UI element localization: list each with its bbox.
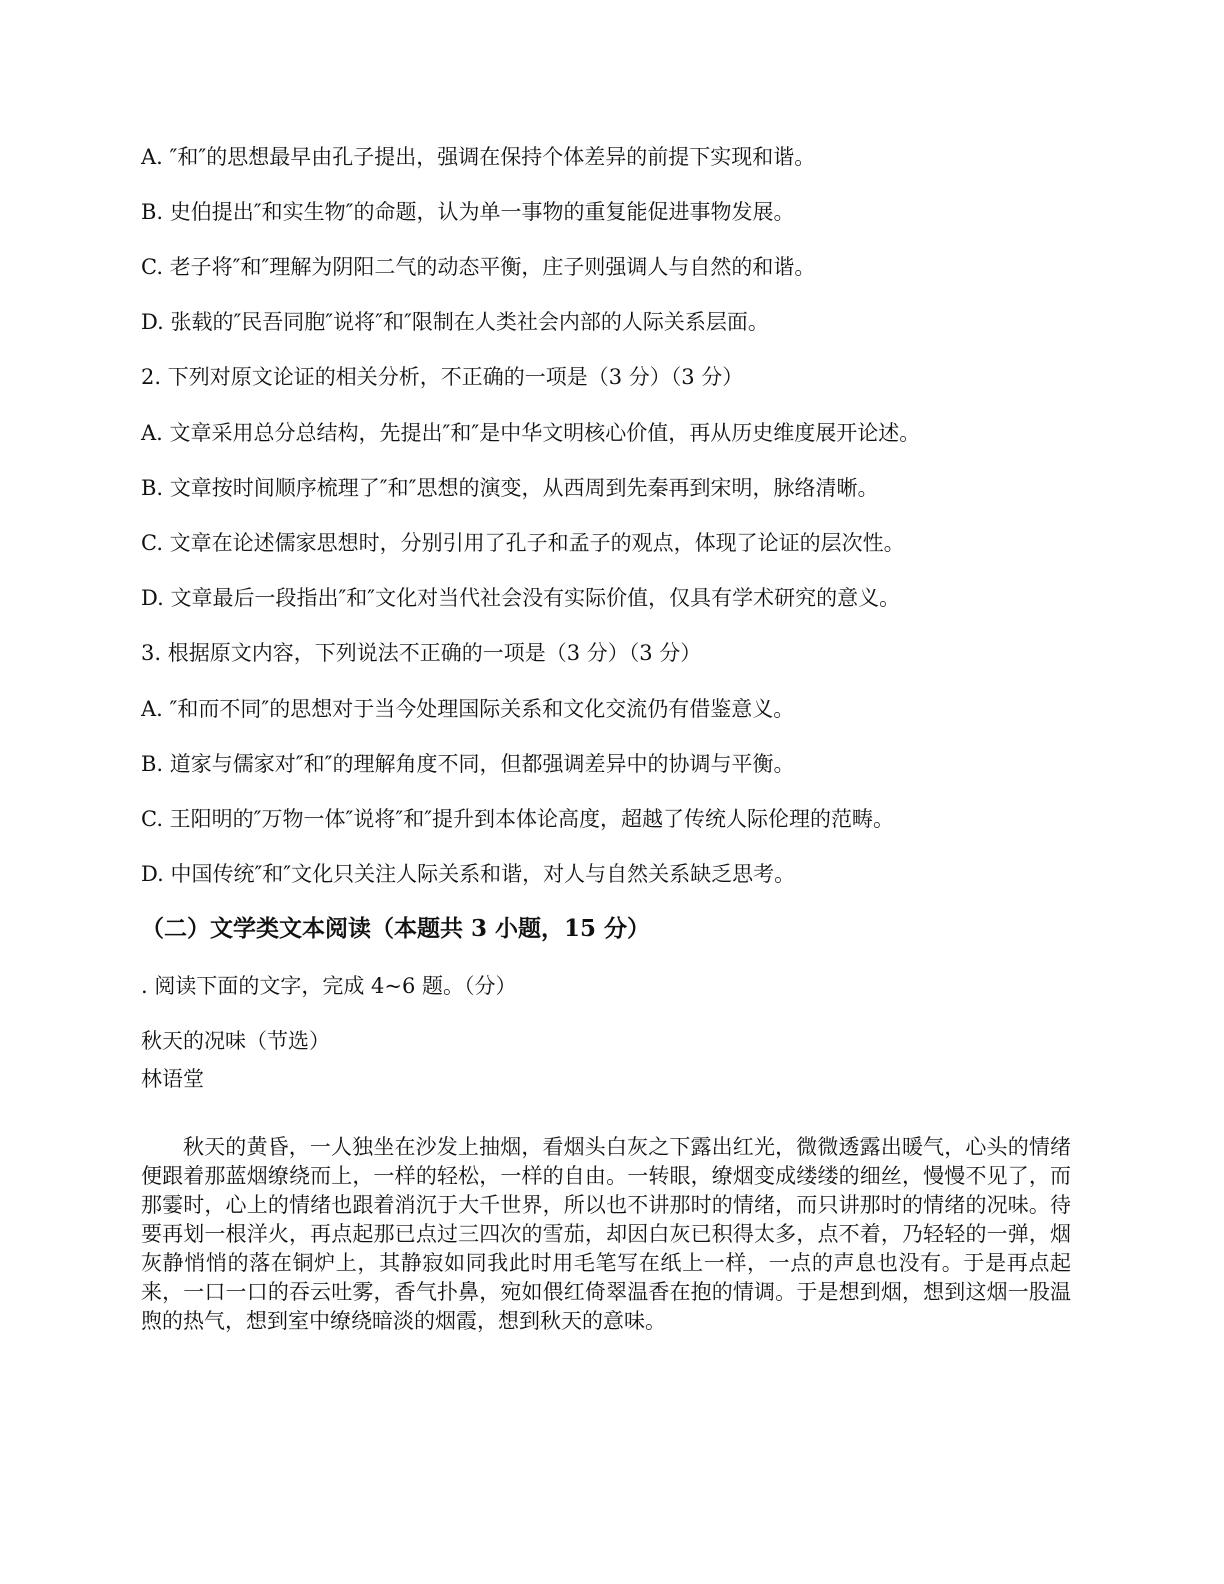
q2-stem: 2. 下列对原文论证的相关分析，不正确的一项是（3 分）（3 分） [141,365,744,389]
q3-stem: 3. 根据原文内容，下列说法不正确的一项是（3 分）（3 分） [141,641,702,665]
passage-body: 秋天的黄昏，一人独坐在沙发上抽烟，看烟头白灰之下露出红光，微微透露出暖气，心头的情绪便跟着那蓝烟缭绕而上，一样的轻松，一样的自由。一转眼，缭烟变成缕缕的细丝，慢慢不见了，而那霎时，心上的情绪也跟着消沉于大千世界，所以也不讲那时的情绪，而只讲那时的情绪的况味。待要再划一根洋火，再点起那已点过三四次的雪茄，却因白灰已积得太多，点不着，乃轻轻的一弹，烟灰静悄悄的落在铜炉上，其静寂如同我此时用毛笔写在纸上一样，一点的声息也没有。于是再点起来，一口一口的吞云吐雾，香气扑鼻，宛如偎红倚翠温香在抱的情调。于是想到烟，想到这烟一股温煦的热气，想到室中缭绕暗淡的烟霞，想到秋天的意味。 [141,1135,1071,1333]
q2-option-c: C. 文章在论述儒家思想时，分别引用了孔子和孟子的观点，体现了论证的层次性。 [141,531,905,555]
passage-title: 秋天的况味（节选） [141,1029,330,1053]
q2-option-a: A. 文章采用总分总结构，先提出″和″是中华文明核心价值，再从历史维度展开论述。 [141,421,921,445]
q2-option-d: D. 文章最后一段指出″和″文化对当代社会没有实际价值，仅具有学术研究的意义。 [141,586,901,610]
q2-option-b: B. 文章按时间顺序梳理了″和″思想的演变，从西周到先秦再到宋明，脉络清晰。 [141,476,879,500]
q3-option-d: D. 中国传统″和″文化只关注人际关系和谐，对人与自然关系缺乏思考。 [141,862,796,886]
q1-option-b: B. 史伯提出″和实生物″的命题，认为单一事物的重复能促进事物发展。 [141,200,795,224]
q3-option-b: B. 道家与儒家对″和″的理解角度不同，但都强调差异中的协调与平衡。 [141,752,795,776]
section-heading: （二）文学类文本阅读（本题共 3 小题，15 分） [141,915,651,942]
q1-option-c: C. 老子将″和″理解为阴阳二气的动态平衡，庄子则强调人与自然的和谐。 [141,255,816,279]
reading-instruction: . 阅读下面的文字，完成 4~6 题。（分） [141,974,517,998]
q3-option-c: C. 王阳明的″万物一体″说将″和″提升到本体论高度，超越了传统人际伦理的范畴。 [141,807,895,831]
q3-option-a: A. ″和而不同″的思想对于当今处理国际关系和文化交流仍有借鉴意义。 [141,697,795,721]
q1-option-a: A. ″和″的思想最早由孔子提出，强调在保持个体差异的前提下实现和谐。 [141,145,816,169]
passage-author: 林语堂 [141,1067,204,1091]
q1-option-d: D. 张载的″民吾同胞″说将″和″限制在人类社会内部的人际关系层面。 [141,310,769,334]
